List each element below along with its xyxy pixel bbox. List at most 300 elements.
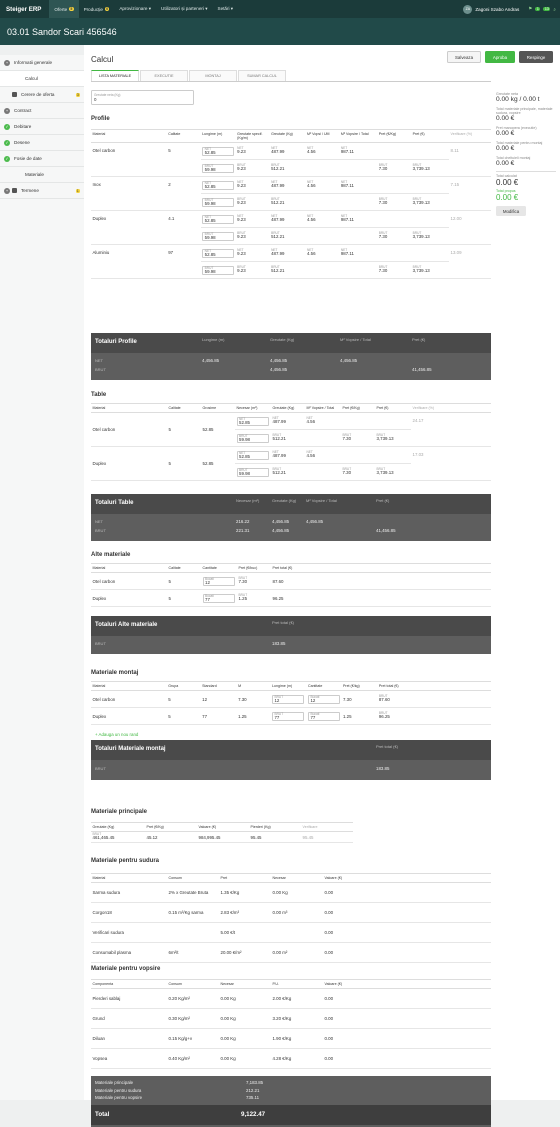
col-header: M² Vopsi / UM [305, 130, 339, 143]
material-name: Otel carbon [92, 427, 116, 432]
lock-icon [12, 188, 17, 193]
tab-sumar-calcul[interactable]: SUMAR CALCUL [238, 70, 286, 81]
componenta-cell [91, 1029, 167, 1049]
cell-value: 0.00 Kg [220, 1056, 236, 1061]
field-value: 96.25 [378, 714, 390, 720]
col-header: Material [91, 874, 167, 883]
cell-value: 5 [168, 696, 171, 702]
total-value: 9,122.47 [241, 1110, 266, 1118]
col-header: Pret (€/Kg) [341, 404, 375, 413]
field-value: 487.99 [271, 251, 285, 257]
col-header: Material [91, 130, 167, 143]
field-value: 512.21 [271, 166, 285, 172]
greutate-brut-cell [270, 262, 306, 279]
cheltuieli-value: 0.00 € [496, 160, 515, 167]
field-label: NET [271, 214, 278, 219]
material-name: Duplex [92, 595, 107, 601]
field-value: 52.85 [204, 218, 216, 224]
nav-productie[interactable] [79, 0, 115, 18]
field-label: Bucati [205, 577, 214, 581]
nav-utilizatori[interactable] [156, 0, 212, 18]
final-summary [91, 1076, 491, 1127]
material-cell [91, 691, 167, 708]
value-input[interactable] [272, 695, 304, 704]
lungime-net-cell[interactable] [201, 245, 236, 262]
greutate-net-cell [270, 143, 306, 160]
material-cell [91, 590, 167, 607]
m2-cell [305, 245, 339, 262]
sidebar-item-contract[interactable] [0, 103, 84, 119]
necesar-brut-cell[interactable] [235, 464, 271, 481]
material-cell [91, 143, 167, 177]
m2-total-cell [339, 245, 377, 262]
flag-icon[interactable]: ⚑ [528, 6, 533, 11]
field-label: BRUT [272, 467, 282, 472]
nav-oferte[interactable] [49, 0, 78, 18]
field-value: 7.30 [238, 579, 248, 585]
totals-brut-row [91, 528, 491, 537]
field-label: Greutate neta (Kg) [94, 92, 121, 97]
consum-cell [167, 903, 219, 923]
field-label: BRUT [412, 231, 422, 236]
user-name[interactable]: Zagoni Szabo Andras [475, 6, 520, 12]
field-value: 52.85 [204, 252, 216, 258]
table-row [91, 143, 491, 160]
field-label: BRUT [376, 467, 386, 472]
lungime-net-cell[interactable] [201, 143, 236, 160]
value-input[interactable] [308, 695, 340, 704]
field-label: NET [204, 181, 212, 185]
pu-cell [271, 989, 323, 1009]
necesar-net-cell[interactable] [235, 447, 271, 464]
brut-label: BRUT [95, 641, 106, 646]
consum-cell [167, 943, 219, 963]
field-label: NET [239, 417, 246, 421]
field-value: 512.21 [271, 268, 285, 274]
field-value: 9.23 [237, 149, 246, 155]
valoare-cell [323, 903, 491, 923]
cell-value: 96.25 [272, 595, 284, 601]
col-header: Verificare [301, 823, 353, 832]
totals-title: Totaluri Table [95, 500, 134, 506]
col-header: Cantitate [306, 682, 341, 691]
table-row [91, 832, 353, 843]
tab-montaj[interactable]: MONTAJ [189, 70, 237, 81]
grosime-cell [201, 413, 235, 447]
lungime-brut-cell[interactable] [201, 262, 236, 279]
cell-value: 1.90 €/Kg [272, 1036, 292, 1041]
field-value: 0 [94, 96, 97, 102]
calitate-cell [167, 245, 201, 279]
cell-value: 0.00 [324, 1036, 334, 1041]
lungime-brut-cell[interactable] [201, 194, 236, 211]
field-label: NET [340, 248, 348, 253]
field-label: BRUT [378, 711, 388, 716]
sidebar-item-desene[interactable] [0, 135, 84, 151]
totals-col-label: Pret total (€) [376, 744, 399, 749]
sidebar-item-label: Calcul [25, 76, 38, 81]
col-header: Consum [167, 874, 219, 883]
totals-title: Totaluri Profile [95, 339, 137, 345]
col-header: Necesar [271, 874, 323, 883]
material-cell [91, 708, 167, 725]
field-value: 3,739.13 [376, 470, 394, 476]
component-name: Diluan [92, 1036, 105, 1041]
cantitate-cell[interactable] [306, 708, 341, 725]
cell-value: 0.00 [324, 930, 334, 935]
standard-cell [201, 691, 237, 708]
search-icon[interactable]: ⌕ [553, 6, 556, 12]
table-table [91, 403, 491, 481]
table-row [91, 1049, 491, 1069]
value-input[interactable] [308, 712, 340, 721]
greutate-brut-cell [270, 160, 306, 177]
field-label: NET [306, 416, 313, 421]
field-label: BRUT [378, 197, 388, 202]
greutate-brut-cell [270, 194, 306, 211]
tab-lista-materiale[interactable]: LISTA MATERIALE [91, 70, 139, 81]
montaj-title: Materiale montaj [91, 670, 139, 676]
field-label: NET [272, 450, 279, 455]
pret-cell [375, 464, 411, 481]
nav-aprovizionare[interactable] [114, 0, 156, 18]
field-value: 87.60 [378, 697, 390, 703]
consum-cell [167, 1009, 219, 1029]
consum-cell [167, 989, 219, 1009]
summary-value: 735.11 [246, 1095, 260, 1100]
spec-brut-cell [236, 262, 270, 279]
field-label: NET [237, 214, 244, 219]
pu-cell [271, 1049, 323, 1069]
col-header: Cantitate [201, 564, 237, 573]
totals-title: Totaluri Materiale montaj [95, 746, 166, 752]
cell-value: 0.15 Kg/g+v [168, 1036, 193, 1041]
col-header: Pret (€/Kg) [377, 130, 411, 143]
lungime-brut-cell[interactable] [201, 160, 236, 177]
net-label: NET [95, 519, 103, 524]
cell-value: 5 [168, 595, 171, 601]
sidebar-item-debitare[interactable] [0, 119, 84, 135]
table-title: Table [91, 392, 107, 398]
total-value: 216.22 [236, 519, 250, 524]
user-area [463, 0, 556, 18]
field-label: BRUT [271, 231, 280, 236]
total-value: 4,456.85 [340, 358, 358, 363]
count-badge[interactable]: 13 [544, 7, 549, 11]
material-name: Verificari sudura [92, 930, 124, 935]
field-label: NET [204, 215, 212, 219]
reject-button[interactable]: Respinge [519, 51, 553, 63]
brut-label: BRUT [95, 367, 106, 372]
avatar[interactable]: ZA [463, 5, 472, 14]
field-label: BRUT [204, 164, 214, 168]
field-value: 9.23 [237, 166, 246, 172]
table-header [91, 874, 491, 883]
material-cell [91, 883, 167, 903]
field-label: BRUT [237, 265, 246, 270]
field-value: 59.98 [204, 201, 216, 207]
value-input[interactable] [237, 434, 269, 443]
total-cell [377, 708, 491, 725]
field-label: Bucati [310, 712, 320, 716]
field-label: NET [272, 416, 279, 421]
verificare-cell: 95.45 [301, 832, 353, 843]
field-value: 987.11 [340, 251, 354, 257]
lungime-cell[interactable] [270, 708, 306, 725]
value-input[interactable] [203, 577, 235, 586]
table-row [91, 413, 491, 430]
alte-table [91, 563, 491, 607]
field-value: 3,739.13 [412, 268, 430, 274]
cell-value: 1.25 [342, 713, 352, 719]
sidebar-item-label: Fosie de date [14, 156, 42, 161]
table-header [91, 682, 491, 691]
total-label: Total [95, 1110, 110, 1118]
cell-value: 20.00 €/m² [220, 950, 242, 955]
cantitate-cell[interactable] [201, 573, 237, 590]
greutate-net-cell [270, 177, 306, 194]
value-input[interactable] [203, 594, 235, 603]
col-header: Consum [167, 980, 219, 989]
value-input[interactable] [202, 181, 234, 190]
verificare-cell [411, 413, 491, 447]
field-value: 52.85 [239, 454, 250, 460]
sidebar-badge: 3 [76, 92, 79, 97]
pret-kg-cell [377, 262, 411, 279]
pret-kg-cell [341, 430, 375, 447]
field-value: 7.30 [378, 166, 388, 172]
nav-label: Producție [83, 6, 103, 12]
col-header: Pret (€/kg) [341, 682, 377, 691]
profile-totals [91, 333, 491, 380]
table-row [91, 573, 491, 590]
material-cell [91, 573, 167, 590]
valoare-cell [323, 923, 491, 943]
cell-value: 0.00 [324, 950, 334, 955]
sidebar-item-label: Contract [14, 108, 32, 113]
value-input[interactable] [237, 451, 269, 460]
materiale-label: Total materiale principale, materiale sudura, vopsire [496, 107, 553, 115]
material-name: Inox [92, 182, 101, 187]
col-header: Pierderi (Kg) [249, 823, 301, 832]
total-value: 4,456.85 [272, 528, 290, 533]
material-name: Otel carbon [92, 148, 116, 153]
summary-value: 212.21 [246, 1087, 260, 1093]
field-value: 4.56 [306, 453, 316, 459]
modify-button[interactable]: Modifica [496, 206, 526, 216]
cell-value: 24.17 [412, 418, 424, 423]
table-row [91, 943, 491, 963]
field-value: 77 [274, 715, 280, 721]
cell-value: 6m²/t [168, 950, 179, 955]
pret-cell [219, 903, 271, 923]
approve-button[interactable]: Aproba [485, 51, 515, 63]
value-input[interactable] [202, 215, 234, 224]
field-value: 7.30 [342, 470, 352, 476]
field-label: NET [340, 214, 348, 219]
consum-cell [167, 923, 219, 943]
notification-badge[interactable]: 1 [536, 7, 539, 11]
cell-value: 0.00 m² [272, 950, 288, 955]
cantitate-cell[interactable] [201, 590, 237, 607]
m-cell [237, 691, 271, 708]
greutate-value: 0.00 kg / 0.00 t [496, 96, 540, 103]
table-header [91, 130, 491, 143]
field-label: NET [204, 249, 212, 253]
field-value: 9.23 [237, 234, 246, 240]
sidebar-item-cerere[interactable] [0, 87, 84, 103]
field-value: 4.56 [306, 183, 316, 189]
total-value: 4,456.85 [306, 519, 324, 524]
total-propus-value: 0.00 € [496, 193, 519, 202]
value-input[interactable] [202, 164, 234, 173]
cell-value: 0.00 Kg [220, 1036, 236, 1041]
totals-brut-row [91, 641, 491, 650]
cell-value: 0.00 Kg [272, 890, 288, 895]
totals-col-label: Pret (€) [412, 337, 426, 342]
total-cell [271, 573, 491, 590]
table-header [91, 980, 491, 989]
cell-value: 5 [168, 461, 171, 466]
pret-kg-cell [377, 160, 411, 177]
pret-cell [219, 923, 271, 943]
material-name: Duplex [92, 713, 107, 719]
summary-row [91, 1095, 491, 1103]
total-value: 4,456.85 [202, 358, 220, 363]
calitate-cell [167, 177, 201, 211]
pret-cell [341, 691, 377, 708]
necesar-cell [219, 1049, 271, 1069]
tab-bar [91, 70, 491, 82]
necesar-brut-cell[interactable] [235, 430, 271, 447]
greutate-label: Greutate neta [496, 92, 518, 96]
lungime-brut-cell[interactable] [201, 228, 236, 245]
add-row-link[interactable]: + Adauga un nou rand [95, 732, 139, 737]
totals-col-label: Lungime (m) [202, 337, 225, 342]
cheltuieli-label: Total cheltuieli montaj [496, 156, 531, 160]
sidebar-item-label: Materiale [25, 172, 44, 177]
cell-value: 2.83 €/m³ [220, 910, 240, 915]
standard-cell [201, 708, 237, 725]
sidebar-item-calcul[interactable] [0, 71, 84, 87]
vopsire-title: Materiale pentru vopsire [91, 966, 161, 972]
main-nav [49, 0, 238, 18]
value-input[interactable] [202, 232, 234, 241]
lungime-cell[interactable] [270, 691, 306, 708]
greutate-input[interactable] [91, 90, 194, 105]
sidebar-item-fosie[interactable] [0, 151, 84, 167]
necesar-cell [219, 1009, 271, 1029]
principale-title: Materiale principale [91, 809, 148, 815]
sidebar-item-termene[interactable] [0, 183, 84, 199]
total-calculat-value: 0.00 € [496, 178, 519, 187]
table-row [91, 708, 491, 725]
spec-brut-cell [236, 194, 270, 211]
cell-value: 5 [168, 148, 171, 153]
totals-col-label: Necesar (m²) [236, 498, 260, 503]
value-input[interactable] [272, 712, 304, 721]
material-cell [91, 413, 167, 447]
cell-value: 4.1 [168, 216, 175, 221]
lungime-net-cell[interactable] [201, 211, 236, 228]
field-label: BRUT [204, 266, 214, 270]
cell-value: 52.85 [202, 461, 214, 466]
field-label: NET [271, 248, 278, 253]
col-header: Calitate [167, 564, 201, 573]
check-icon: ✓ [5, 124, 9, 129]
field-label: NET [204, 147, 212, 151]
cell-value: 0.00 [324, 910, 334, 915]
materiale-value: 0.00 € [496, 115, 515, 122]
greutate-net-cell [270, 245, 306, 262]
nav-setari[interactable] [213, 0, 239, 18]
value-input[interactable] [237, 468, 269, 477]
material-cell [91, 177, 167, 211]
value-input[interactable] [202, 198, 234, 207]
field-value: 512.21 [272, 470, 286, 476]
value-input[interactable] [237, 417, 269, 426]
material-cell [91, 903, 167, 923]
col-header: M² Vopsire / Total [305, 404, 341, 413]
greutate-cell[interactable] [91, 832, 145, 843]
value-input[interactable] [202, 266, 234, 275]
app-logo[interactable]: Steiger ERP [6, 5, 42, 13]
col-header: Componenta [91, 980, 167, 989]
col-header: Grosime [201, 404, 235, 413]
necesar-net-cell[interactable] [235, 413, 271, 430]
sidebar-item-informatii[interactable] [0, 55, 84, 71]
pret-cell [219, 883, 271, 903]
field-label: BRUT [378, 231, 388, 236]
total-value: 41,456.85 [412, 367, 432, 372]
pret-kg-cell [341, 464, 375, 481]
material-name: Otel carbon [92, 578, 116, 584]
pret-cell [411, 194, 449, 211]
action-buttons [447, 51, 553, 63]
sidebar-item-materiale[interactable] [0, 167, 84, 183]
montaj-value: 0.00 € [496, 145, 515, 152]
value-input[interactable] [202, 147, 234, 156]
total-cell [271, 590, 491, 607]
cell-value: 7.30 [342, 696, 352, 702]
totals-col-label: Greutate (Kg) [270, 337, 295, 342]
field-value: 3,739.13 [412, 200, 430, 206]
value-input[interactable] [202, 249, 234, 258]
summary-row [91, 1080, 491, 1088]
cantitate-cell[interactable] [306, 691, 341, 708]
spec-net-cell [236, 245, 270, 262]
field-label: NET [306, 248, 314, 253]
valoare-cell [323, 989, 491, 1009]
totals-header [91, 333, 491, 353]
spec-net-cell [236, 177, 270, 194]
field-value: 7.30 [342, 436, 352, 442]
cell-value: 87.60 [272, 578, 284, 584]
brut-label: BRUT [95, 766, 106, 771]
pret-cell [237, 590, 271, 607]
lungime-net-cell[interactable] [201, 177, 236, 194]
field-value: 59.98 [239, 437, 250, 443]
total-value: 183.85 [272, 641, 286, 646]
verificare-cell [449, 177, 491, 211]
save-button[interactable]: Salveaza [447, 51, 481, 63]
m2-cell [305, 177, 339, 194]
field-value: 987.11 [340, 149, 354, 155]
cell-value: 7.30 [238, 696, 247, 702]
tab-executie[interactable]: EXECUTIE [140, 70, 188, 81]
field-value: 987.11 [340, 183, 354, 189]
valoare-cell [323, 943, 491, 963]
